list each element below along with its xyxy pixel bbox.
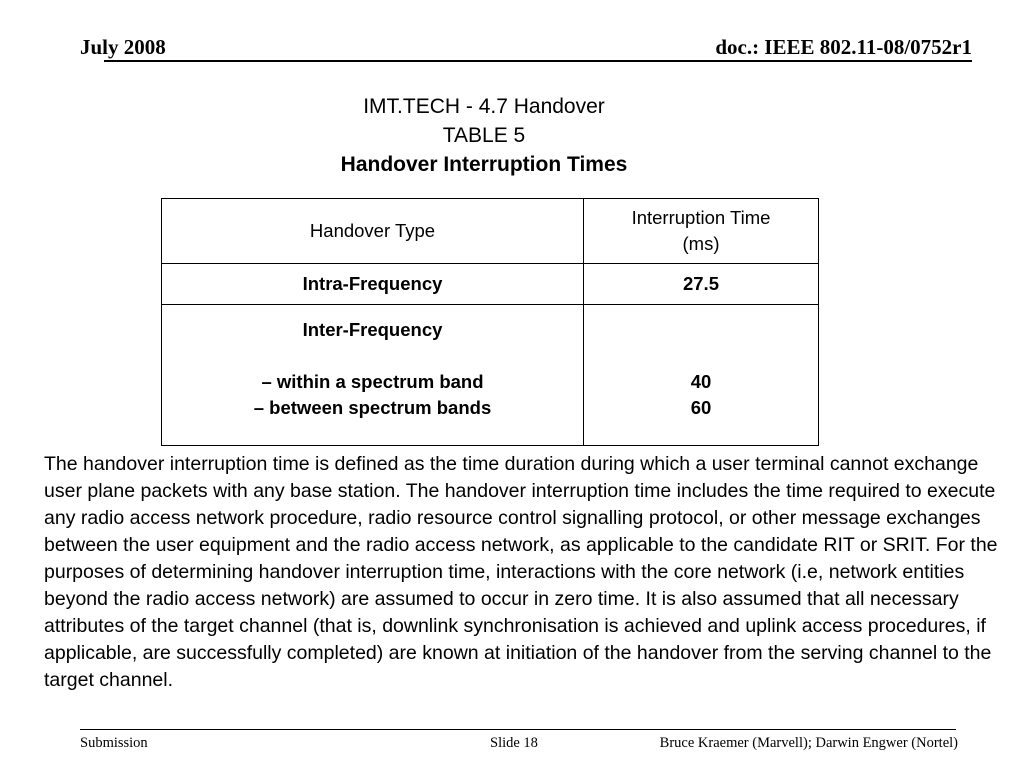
inter-frequency-label: Inter-Frequency: [302, 319, 443, 340]
body-paragraph: The handover interruption time is defined as the time duration during which a user terminal cannot exchange user plane packets with any base station. The handover interruption time includes the time required to execute any radio access network procedure, radio resource control signalling protocol, or other message exchanges between the user equipment and the radio access network, as applicable to the candidate RIT or SRIT. For the purposes of determining handover interruption time, interactions with the core network (i.e, network entities beyond the radio access network) are assumed to occur in zero time. It is also assumed that all necessary attributes of the target channel (that is, downlink synchronisation is achieved and uplink access procedures, if applicable, are successfully completed) are known at initiation of the handover from the serving channel to the target channel.: [44, 453, 998, 691]
table-row: [162, 305, 819, 446]
sub-item-time: 40: [690, 371, 712, 392]
header-time-line-2: (ms): [682, 233, 720, 254]
sub-item-label: – between spectrum bands: [253, 397, 492, 418]
cell-type-inter: [162, 305, 584, 446]
header-rule: [104, 60, 972, 62]
handover-table: [161, 198, 819, 446]
title-line-3: Handover Interruption Times: [340, 153, 628, 176]
cell-time-inter: [584, 305, 819, 446]
spacer: [590, 317, 812, 343]
spacer: [590, 343, 812, 369]
footer-rule: [80, 729, 956, 730]
table-header-row: [162, 199, 819, 264]
sub-item-label: – within a spectrum band: [261, 371, 484, 392]
sub-item-time: 60: [690, 397, 712, 418]
header-date: July 2008: [80, 35, 166, 59]
title-line-2: TABLE 5: [442, 124, 526, 147]
footer-slide-number: Slide 18: [490, 735, 538, 751]
slide-title: [0, 92, 968, 179]
footer-authors: Bruce Kraemer (Marvell); Darwin Engwer (Nortel): [659, 735, 958, 751]
header-cell-type: Handover Type: [162, 199, 584, 264]
header-doc-id: doc.: IEEE 802.11-08/0752r1: [715, 35, 972, 59]
header-time-line-1: Interruption Time: [631, 207, 771, 228]
title-line-1: IMT.TECH - 4.7 Handover: [363, 95, 605, 118]
cell-type-intra: Intra-Frequency: [162, 264, 584, 305]
footer-submission: Submission: [80, 735, 148, 751]
table-row: [162, 264, 819, 305]
header-cell-time: [584, 199, 819, 264]
spacer: [168, 343, 577, 369]
cell-time-intra: 27.5: [584, 264, 819, 305]
